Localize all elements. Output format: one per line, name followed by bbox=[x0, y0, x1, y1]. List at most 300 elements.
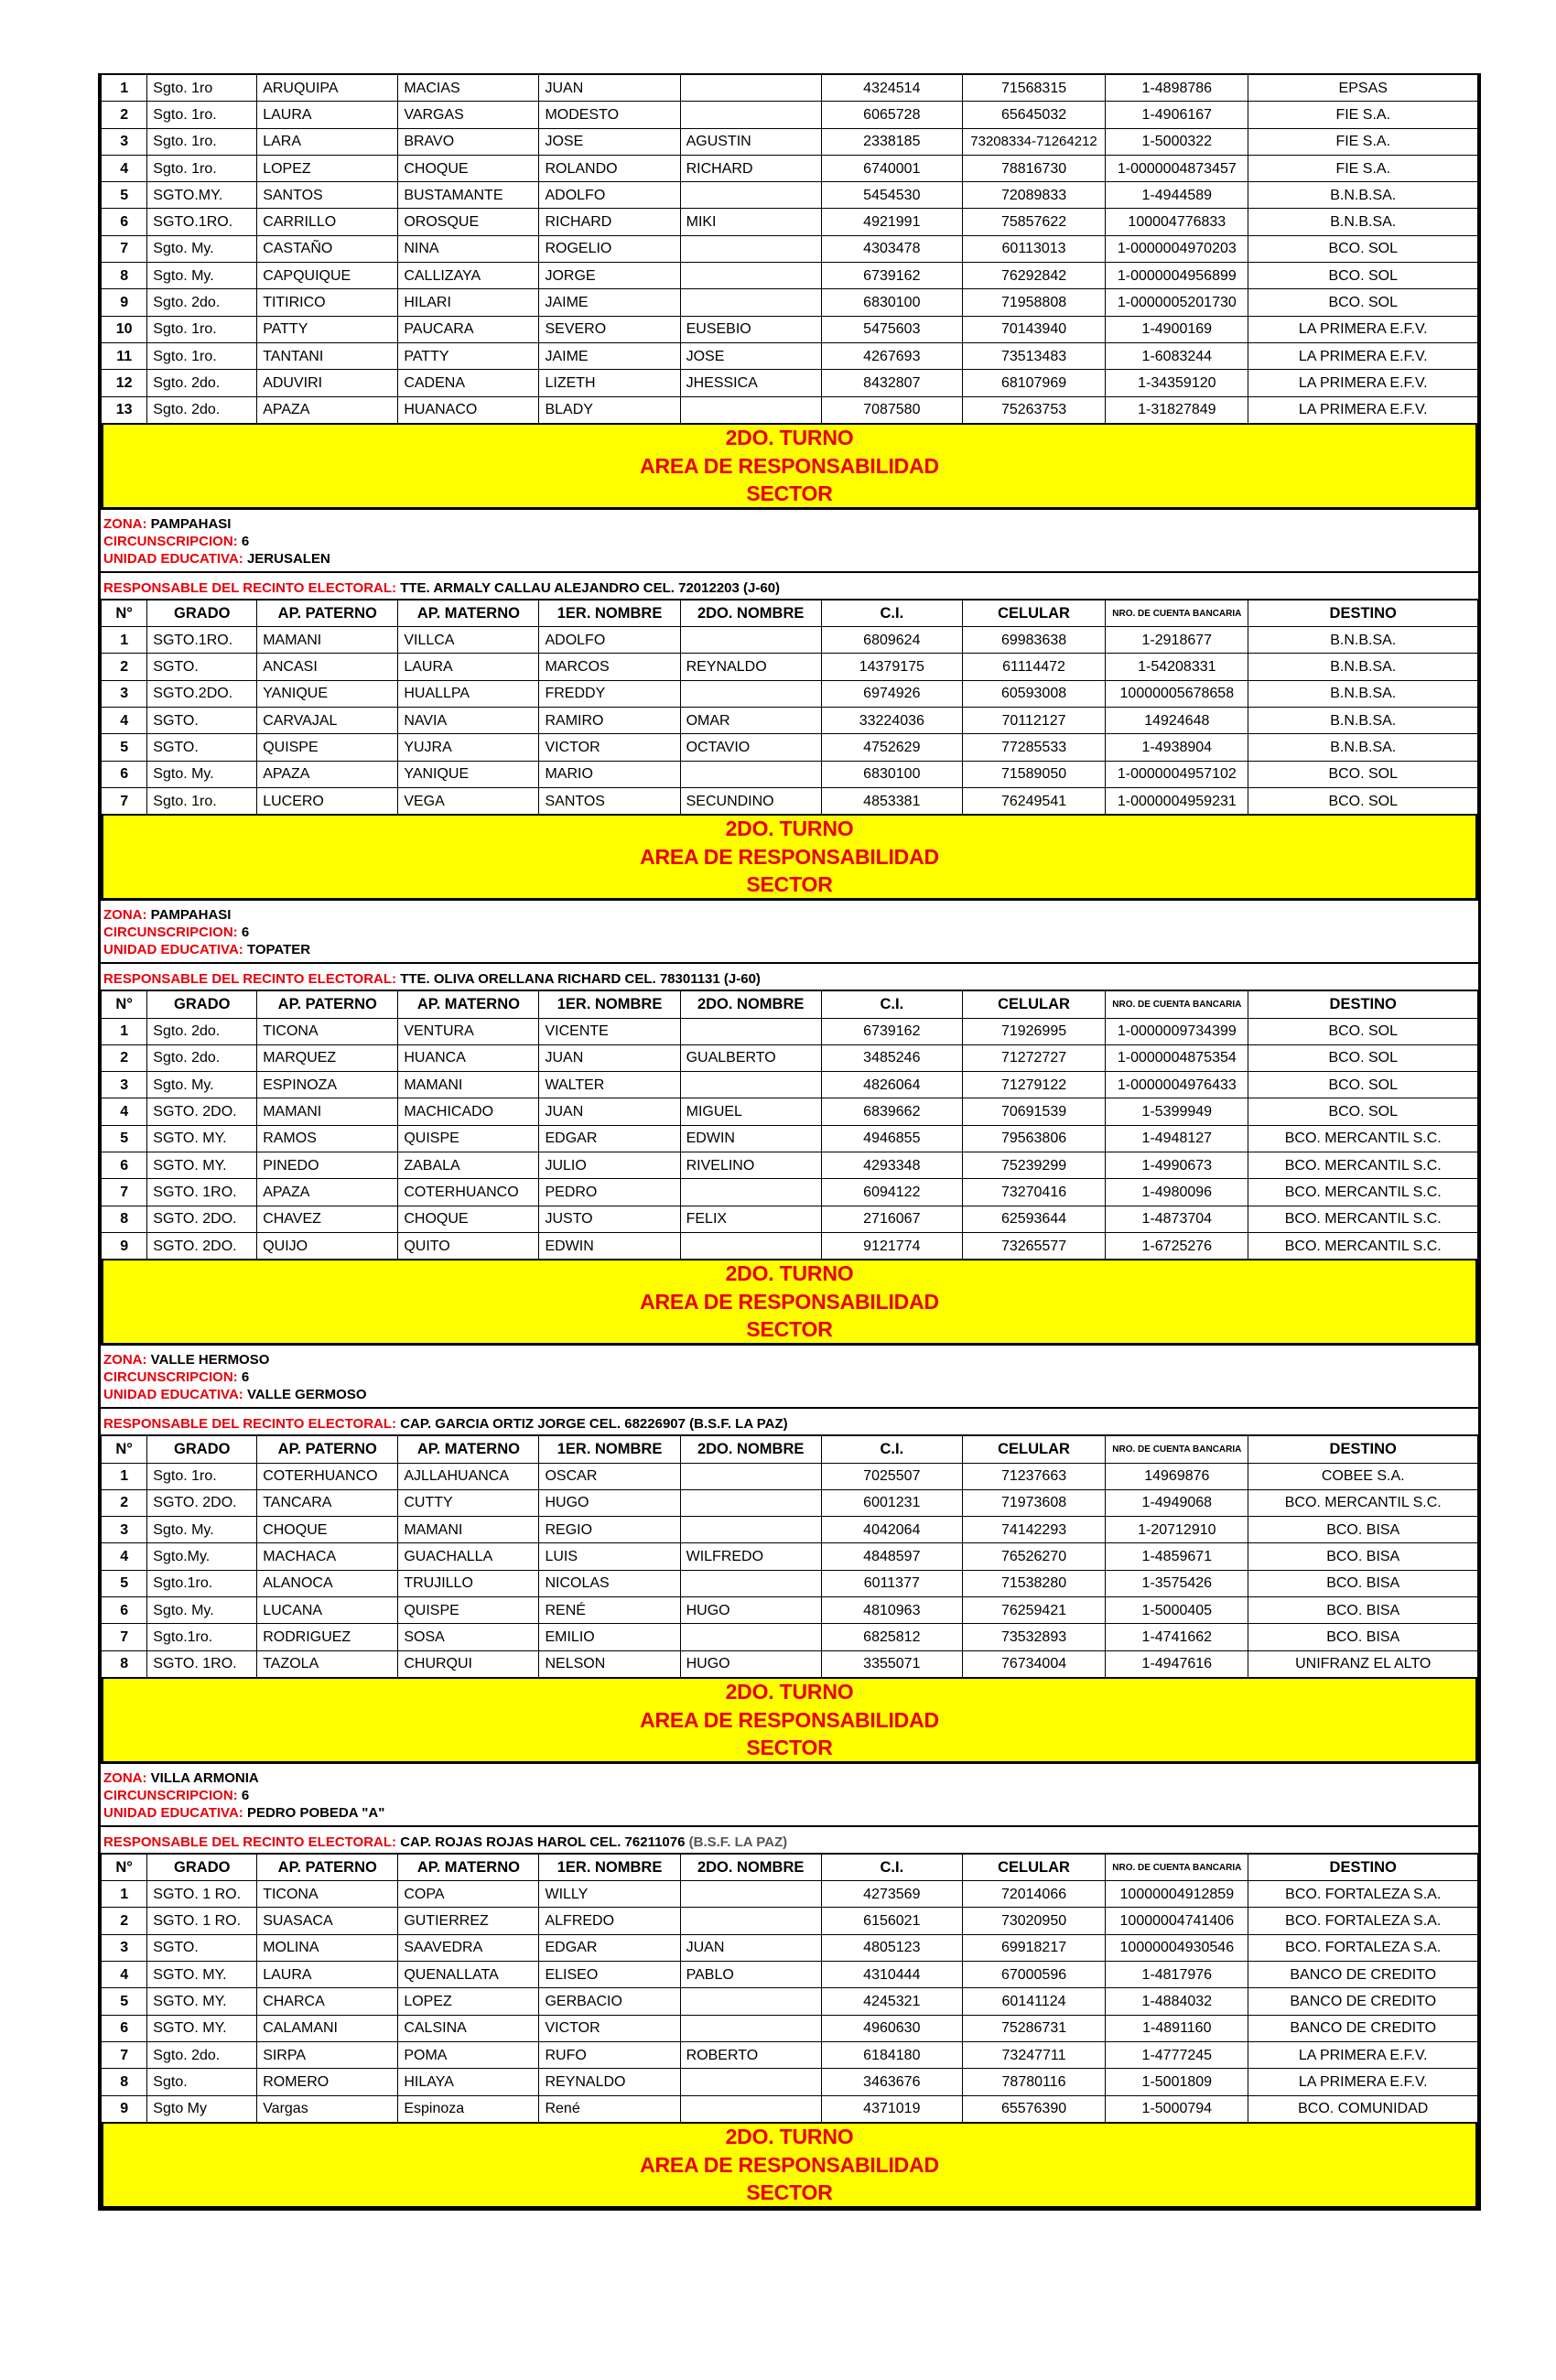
cell-nombre1: OSCAR bbox=[539, 1463, 680, 1489]
cell-destino: B.N.B.SA. bbox=[1248, 708, 1478, 734]
cell-ci: 6974926 bbox=[821, 680, 962, 707]
cell-celular: 73020950 bbox=[962, 1908, 1105, 1934]
cell-ap-paterno: APAZA bbox=[257, 396, 398, 423]
recinto-block bbox=[101, 1346, 1478, 1764]
cell-destino: BANCO DE CREDITO bbox=[1248, 1988, 1478, 2015]
cell-ap-materno: CHOQUE bbox=[398, 1206, 539, 1232]
cell-destino: BCO. BISA bbox=[1248, 1543, 1478, 1570]
cell-nombre1: EDGAR bbox=[539, 1125, 680, 1152]
header-nombre1: 1ER. NOMBRE bbox=[539, 600, 680, 626]
cell-nombre2 bbox=[680, 1570, 821, 1596]
cell-celular: 75239299 bbox=[962, 1152, 1105, 1179]
cell-nombre1: ELISEO bbox=[539, 1962, 680, 1988]
zona-value: VALLE HERMOSO bbox=[150, 1352, 270, 1368]
cell-nombre2: WILFREDO bbox=[680, 1543, 821, 1570]
roster-table bbox=[101, 1435, 1478, 1678]
cell-ap-paterno: CALAMANI bbox=[257, 2015, 398, 2041]
responsable-label: RESPONSABLE DEL RECINTO ELECTORAL: bbox=[103, 971, 397, 988]
cell-cuenta: 1-6083244 bbox=[1106, 342, 1248, 369]
cell-ci: 6011377 bbox=[821, 1570, 962, 1596]
cell-nombre1: JUAN bbox=[539, 75, 680, 102]
cell-ci: 6184180 bbox=[821, 2041, 962, 2068]
cell-cuenta: 1-0000004873457 bbox=[1106, 155, 1248, 181]
responsable-unit: (B.S.F. LA PAZ) bbox=[685, 1834, 788, 1850]
table-row bbox=[102, 1596, 1478, 1623]
cell-row-num: 9 bbox=[102, 1232, 147, 1259]
cell-celular: 73513483 bbox=[962, 342, 1105, 369]
cell-celular: 71589050 bbox=[962, 761, 1105, 787]
cell-celular: 76526270 bbox=[962, 1543, 1105, 1570]
cell-nombre2: RICHARD bbox=[680, 155, 821, 181]
header-celular: CELULAR bbox=[962, 1854, 1105, 1880]
responsable-line bbox=[101, 964, 1478, 990]
cell-cuenta: 1-0000004976433 bbox=[1106, 1072, 1248, 1098]
header-row bbox=[102, 600, 1478, 626]
cell-ap-paterno: TAZOLA bbox=[257, 1650, 398, 1677]
cell-celular: 72089833 bbox=[962, 182, 1105, 209]
zona-label: ZONA: bbox=[103, 1352, 147, 1368]
cell-row-num: 3 bbox=[102, 128, 147, 155]
cell-nombre1: VICENTE bbox=[539, 1018, 680, 1044]
table-row bbox=[102, 209, 1478, 235]
cell-cuenta: 1-4873704 bbox=[1106, 1206, 1248, 1232]
cell-ci: 3463676 bbox=[821, 2069, 962, 2095]
header-grado: GRADO bbox=[147, 1436, 257, 1463]
cell-celular: 73265577 bbox=[962, 1232, 1105, 1259]
cell-destino: BCO. SOL bbox=[1248, 289, 1478, 316]
cell-ap-paterno: CARVAJAL bbox=[257, 708, 398, 734]
cell-celular: 70691539 bbox=[962, 1098, 1105, 1125]
responsable-value: TTE. OLIVA ORELLANA RICHARD CEL. 78301131 (J-60) bbox=[400, 971, 761, 988]
cell-grado: Sgto. My. bbox=[147, 263, 257, 289]
header-celular: CELULAR bbox=[962, 600, 1105, 626]
circ-line bbox=[103, 1787, 1475, 1804]
cell-ci: 4752629 bbox=[821, 734, 962, 761]
cell-ap-materno: QUISPE bbox=[398, 1596, 539, 1623]
table-row bbox=[102, 316, 1478, 342]
cell-nombre1: REYNALDO bbox=[539, 2069, 680, 2095]
cell-ci: 3485246 bbox=[821, 1044, 962, 1071]
header-nombre2: 2DO. NOMBRE bbox=[680, 600, 821, 626]
unidad-line bbox=[103, 941, 1475, 958]
table-row bbox=[102, 370, 1478, 396]
responsable-value: CAP. ROJAS ROJAS HAROL CEL. 76211076 bbox=[400, 1834, 686, 1850]
cell-celular: 69918217 bbox=[962, 1934, 1105, 1961]
circ-line bbox=[103, 533, 1475, 550]
cell-nombre2: JOSE bbox=[680, 342, 821, 369]
cell-nombre2: OCTAVIO bbox=[680, 734, 821, 761]
cell-destino: BCO. SOL bbox=[1248, 1072, 1478, 1098]
cell-grado: Sgto. 1ro. bbox=[147, 316, 257, 342]
table-row bbox=[102, 155, 1478, 181]
banner-line-turno: 2DO. TURNO bbox=[725, 426, 854, 450]
cell-grado: Sgto. 2do. bbox=[147, 396, 257, 423]
cell-row-num: 7 bbox=[102, 2041, 147, 2068]
cell-row-num: 12 bbox=[102, 370, 147, 396]
cell-nombre2 bbox=[680, 75, 821, 102]
cell-cuenta: 14969876 bbox=[1106, 1463, 1248, 1489]
cell-ci: 4960630 bbox=[821, 2015, 962, 2041]
cell-ap-paterno: LAURA bbox=[257, 102, 398, 128]
cell-ap-materno: MACIAS bbox=[398, 75, 539, 102]
cell-grado: Sgto. 1ro bbox=[147, 75, 257, 102]
header-nombre1: 1ER. NOMBRE bbox=[539, 991, 680, 1018]
cell-nombre2 bbox=[680, 102, 821, 128]
table-row bbox=[102, 734, 1478, 761]
header-ci: C.I. bbox=[821, 991, 962, 1018]
cell-nombre1: HUGO bbox=[539, 1489, 680, 1516]
header-row bbox=[102, 1854, 1478, 1880]
table-row bbox=[102, 708, 1478, 734]
cell-nombre1: GERBACIO bbox=[539, 1988, 680, 2015]
cell-destino: BCO. BISA bbox=[1248, 1596, 1478, 1623]
cell-ci: 9121774 bbox=[821, 1232, 962, 1259]
cell-grado: Sgto. 2do. bbox=[147, 289, 257, 316]
cell-celular: 67000596 bbox=[962, 1962, 1105, 1988]
cell-cuenta: 1-5000794 bbox=[1106, 2095, 1248, 2122]
unidad-line bbox=[103, 1386, 1475, 1403]
cell-ci: 3355071 bbox=[821, 1650, 962, 1677]
cell-row-num: 1 bbox=[102, 1018, 147, 1044]
cell-row-num: 1 bbox=[102, 627, 147, 654]
banner-line-turno: 2DO. TURNO bbox=[725, 2125, 854, 2149]
cell-ap-materno: CALLIZAYA bbox=[398, 263, 539, 289]
cell-ci: 4946855 bbox=[821, 1125, 962, 1152]
cell-cuenta: 1-4741662 bbox=[1106, 1624, 1248, 1650]
cell-grado: Sgto. bbox=[147, 2069, 257, 2095]
cell-grado: SGTO. 2DO. bbox=[147, 1098, 257, 1125]
cell-row-num: 10 bbox=[102, 316, 147, 342]
table-row bbox=[102, 182, 1478, 209]
responsable-value: CAP. GARCIA ORTIZ JORGE CEL. 68226907 (B.S.F. LA PAZ) bbox=[400, 1416, 788, 1433]
cell-nombre1: JORGE bbox=[539, 263, 680, 289]
cell-destino: B.N.B.SA. bbox=[1248, 182, 1478, 209]
cell-ap-materno: SAAVEDRA bbox=[398, 1934, 539, 1961]
header-nombre2: 2DO. NOMBRE bbox=[680, 1436, 821, 1463]
cell-celular: 69983638 bbox=[962, 627, 1105, 654]
cell-cuenta: 14924648 bbox=[1106, 708, 1248, 734]
cell-ap-paterno: CAPQUIQUE bbox=[257, 263, 398, 289]
banner-line-sector: SECTOR bbox=[746, 1736, 833, 1760]
header-ci: C.I. bbox=[821, 600, 962, 626]
cell-ap-materno: HILAYA bbox=[398, 2069, 539, 2095]
cell-ci: 5454530 bbox=[821, 182, 962, 209]
cell-destino: BCO. FORTALEZA S.A. bbox=[1248, 1934, 1478, 1961]
circ-label: CIRCUNSCRIPCION: bbox=[103, 1787, 238, 1803]
cell-grado: Sgto. My. bbox=[147, 1596, 257, 1623]
cell-cuenta: 1-4906167 bbox=[1106, 102, 1248, 128]
banner-line-sector: SECTOR bbox=[746, 1317, 833, 1342]
cell-destino: UNIFRANZ EL ALTO bbox=[1248, 1650, 1478, 1677]
cell-nombre2: REYNALDO bbox=[680, 654, 821, 680]
cell-ci: 4921991 bbox=[821, 209, 962, 235]
header-ap-materno: AP. MATERNO bbox=[398, 600, 539, 626]
roster-sheet bbox=[98, 73, 1481, 2211]
recinto-block bbox=[101, 1764, 1478, 2209]
cell-row-num: 2 bbox=[102, 1908, 147, 1934]
cell-destino: FIE S.A. bbox=[1248, 102, 1478, 128]
unidad-label: UNIDAD EDUCATIVA: bbox=[103, 1387, 243, 1403]
cell-ap-materno: OROSQUE bbox=[398, 209, 539, 235]
cell-grado: SGTO.MY. bbox=[147, 182, 257, 209]
banner-line-sector: SECTOR bbox=[746, 2180, 833, 2205]
zona-label: ZONA: bbox=[103, 515, 147, 532]
cell-ci: 4805123 bbox=[821, 1934, 962, 1961]
cell-ap-materno: LAURA bbox=[398, 654, 539, 680]
cell-cuenta: 1-4947616 bbox=[1106, 1650, 1248, 1677]
cell-celular: 78816730 bbox=[962, 155, 1105, 181]
cell-ci: 6839662 bbox=[821, 1098, 962, 1125]
cell-ap-paterno: MACHACA bbox=[257, 1543, 398, 1570]
cell-ci: 4042064 bbox=[821, 1517, 962, 1543]
table-row bbox=[102, 1934, 1478, 1961]
cell-ci: 6065728 bbox=[821, 102, 962, 128]
cell-celular: 75263753 bbox=[962, 396, 1105, 423]
cell-nombre2 bbox=[680, 1018, 821, 1044]
cell-cuenta: 1-4891160 bbox=[1106, 2015, 1248, 2041]
cell-ap-materno: MAMANI bbox=[398, 1072, 539, 1098]
cell-nombre2: FELIX bbox=[680, 1206, 821, 1232]
cell-destino: FIE S.A. bbox=[1248, 128, 1478, 155]
header-destino: DESTINO bbox=[1248, 1436, 1478, 1463]
cell-ci: 6739162 bbox=[821, 1018, 962, 1044]
cell-celular: 71272727 bbox=[962, 1044, 1105, 1071]
cell-ap-paterno: COTERHUANCO bbox=[257, 1463, 398, 1489]
cell-row-num: 11 bbox=[102, 342, 147, 369]
header-ci: C.I. bbox=[821, 1854, 962, 1880]
cell-grado: SGTO. MY. bbox=[147, 1962, 257, 1988]
cell-ap-paterno: CHARCA bbox=[257, 1988, 398, 2015]
zona-value: PAMPAHASI bbox=[150, 907, 232, 924]
cell-celular: 76292842 bbox=[962, 263, 1105, 289]
cell-ap-materno: QUISPE bbox=[398, 1125, 539, 1152]
header-ap-materno: AP. MATERNO bbox=[398, 1436, 539, 1463]
table-row bbox=[102, 1125, 1478, 1152]
cell-celular: 60113013 bbox=[962, 235, 1105, 262]
cell-nombre2: MIGUEL bbox=[680, 1098, 821, 1125]
cell-ap-materno: CHOQUE bbox=[398, 155, 539, 181]
table-row bbox=[102, 1962, 1478, 1988]
cell-celular: 71538280 bbox=[962, 1570, 1105, 1596]
roster-table bbox=[101, 74, 1478, 424]
cell-nombre2: JUAN bbox=[680, 1934, 821, 1961]
cell-destino: BCO. SOL bbox=[1248, 235, 1478, 262]
recinto-info bbox=[101, 1764, 1478, 1827]
banner-line-area: AREA DE RESPONSABILIDAD bbox=[640, 1289, 939, 1314]
cell-destino: LA PRIMERA E.F.V. bbox=[1248, 342, 1478, 369]
cell-grado: SGTO.2DO. bbox=[147, 680, 257, 707]
cell-cuenta: 1-4949068 bbox=[1106, 1489, 1248, 1516]
cell-celular: 60141124 bbox=[962, 1988, 1105, 2015]
cell-ap-paterno: TICONA bbox=[257, 1881, 398, 1908]
cell-ap-materno: CHURQUI bbox=[398, 1650, 539, 1677]
cell-ci: 6809624 bbox=[821, 627, 962, 654]
zona-line bbox=[103, 1351, 1475, 1368]
cell-row-num: 1 bbox=[102, 1463, 147, 1489]
cell-nombre1: ROLANDO bbox=[539, 155, 680, 181]
table-row bbox=[102, 1489, 1478, 1516]
cell-ap-materno: GUACHALLA bbox=[398, 1543, 539, 1570]
circ-line bbox=[103, 1368, 1475, 1386]
table-row bbox=[102, 2041, 1478, 2068]
cell-nombre1: ROGELIO bbox=[539, 235, 680, 262]
header-cuenta: NRO. DE CUENTA BANCARIA bbox=[1106, 991, 1248, 1018]
cell-nombre1: JAIME bbox=[539, 289, 680, 316]
cell-nombre1: JOSE bbox=[539, 128, 680, 155]
cell-destino: BCO. MERCANTIL S.C. bbox=[1248, 1179, 1478, 1206]
cell-celular: 65645032 bbox=[962, 102, 1105, 128]
cell-nombre1: EDGAR bbox=[539, 1934, 680, 1961]
cell-nombre1: RAMIRO bbox=[539, 708, 680, 734]
cell-cuenta: 1-0000004956899 bbox=[1106, 263, 1248, 289]
cell-row-num: 13 bbox=[102, 396, 147, 423]
cell-row-num: 7 bbox=[102, 235, 147, 262]
banner-line-turno: 2DO. TURNO bbox=[725, 1261, 854, 1286]
cell-celular: 70112127 bbox=[962, 708, 1105, 734]
cell-grado: Sgto. 1ro. bbox=[147, 128, 257, 155]
cell-cuenta: 1-34359120 bbox=[1106, 370, 1248, 396]
cell-ci: 14379175 bbox=[821, 654, 962, 680]
cell-celular: 60593008 bbox=[962, 680, 1105, 707]
header-num: N° bbox=[102, 1436, 147, 1463]
cell-nombre2: HUGO bbox=[680, 1650, 821, 1677]
banner-line-area: AREA DE RESPONSABILIDAD bbox=[640, 844, 939, 869]
cell-celular: 61114472 bbox=[962, 654, 1105, 680]
cell-row-num: 1 bbox=[102, 75, 147, 102]
cell-cuenta: 1-5001809 bbox=[1106, 2069, 1248, 2095]
cell-nombre2: JHESSICA bbox=[680, 370, 821, 396]
cell-destino: BCO. SOL bbox=[1248, 761, 1478, 787]
cell-celular: 75286731 bbox=[962, 2015, 1105, 2041]
cell-ap-materno: AJLLAHUANCA bbox=[398, 1463, 539, 1489]
cell-ap-materno: POMA bbox=[398, 2041, 539, 2068]
cell-ap-materno: CUTTY bbox=[398, 1489, 539, 1516]
table-row bbox=[102, 1072, 1478, 1098]
turno-banner bbox=[101, 424, 1478, 510]
cell-cuenta: 1-4944589 bbox=[1106, 182, 1248, 209]
cell-celular: 76249541 bbox=[962, 787, 1105, 814]
cell-nombre1: MARIO bbox=[539, 761, 680, 787]
header-celular: CELULAR bbox=[962, 991, 1105, 1018]
cell-celular: 62593644 bbox=[962, 1206, 1105, 1232]
cell-cuenta: 1-4777245 bbox=[1106, 2041, 1248, 2068]
cell-cuenta: 1-4990673 bbox=[1106, 1152, 1248, 1179]
cell-ci: 4810963 bbox=[821, 1596, 962, 1623]
cell-ap-materno: QUENALLATA bbox=[398, 1962, 539, 1988]
unidad-label: UNIDAD EDUCATIVA: bbox=[103, 942, 243, 958]
cell-destino: B.N.B.SA. bbox=[1248, 680, 1478, 707]
cell-destino: LA PRIMERA E.F.V. bbox=[1248, 396, 1478, 423]
cell-ap-materno: SOSA bbox=[398, 1624, 539, 1650]
cell-cuenta: 1-4980096 bbox=[1106, 1179, 1248, 1206]
cell-nombre1: JULIO bbox=[539, 1152, 680, 1179]
circ-value: 6 bbox=[241, 1369, 250, 1386]
cell-nombre2 bbox=[680, 1072, 821, 1098]
cell-grado: SGTO. MY. bbox=[147, 1125, 257, 1152]
cell-nombre1: EMILIO bbox=[539, 1624, 680, 1650]
cell-ap-materno: BUSTAMANTE bbox=[398, 182, 539, 209]
cell-ap-paterno: QUIJO bbox=[257, 1232, 398, 1259]
cell-row-num: 8 bbox=[102, 1206, 147, 1232]
cell-nombre2: OMAR bbox=[680, 708, 821, 734]
table-row bbox=[102, 1517, 1478, 1543]
turno-banner bbox=[101, 1678, 1478, 1764]
cell-ci: 8432807 bbox=[821, 370, 962, 396]
cell-grado: SGTO. 2DO. bbox=[147, 1489, 257, 1516]
roster-table bbox=[101, 990, 1478, 1260]
cell-row-num: 4 bbox=[102, 155, 147, 181]
cell-grado: SGTO.1RO. bbox=[147, 627, 257, 654]
header-cuenta: NRO. DE CUENTA BANCARIA bbox=[1106, 1436, 1248, 1463]
zona-label: ZONA: bbox=[103, 907, 147, 924]
cell-celular: 73532893 bbox=[962, 1624, 1105, 1650]
cell-destino: BANCO DE CREDITO bbox=[1248, 2015, 1478, 2041]
header-ap-paterno: AP. PATERNO bbox=[257, 1854, 398, 1880]
cell-grado: SGTO. 1RO. bbox=[147, 1179, 257, 1206]
cell-ap-paterno: SANTOS bbox=[257, 182, 398, 209]
cell-cuenta: 1-4948127 bbox=[1106, 1125, 1248, 1152]
cell-nombre1: René bbox=[539, 2095, 680, 2122]
cell-grado: Sgto. 2do. bbox=[147, 1044, 257, 1071]
cell-cuenta: 10000004741406 bbox=[1106, 1908, 1248, 1934]
cell-grado: SGTO. bbox=[147, 1934, 257, 1961]
cell-nombre2 bbox=[680, 2015, 821, 2041]
recinto-info bbox=[101, 1346, 1478, 1409]
circ-label: CIRCUNSCRIPCION: bbox=[103, 925, 238, 941]
cell-destino: LA PRIMERA E.F.V. bbox=[1248, 370, 1478, 396]
cell-ap-paterno: LUCERO bbox=[257, 787, 398, 814]
cell-row-num: 6 bbox=[102, 1596, 147, 1623]
cell-ci: 4293348 bbox=[821, 1152, 962, 1179]
table-row bbox=[102, 627, 1478, 654]
banner-line-turno: 2DO. TURNO bbox=[725, 1680, 854, 1704]
cell-ap-materno: PATTY bbox=[398, 342, 539, 369]
cell-row-num: 9 bbox=[102, 289, 147, 316]
table-row bbox=[102, 680, 1478, 707]
cell-destino: BCO. MERCANTIL S.C. bbox=[1248, 1152, 1478, 1179]
cell-ap-paterno: ALANOCA bbox=[257, 1570, 398, 1596]
cell-nombre1: WALTER bbox=[539, 1072, 680, 1098]
roster-table bbox=[101, 1854, 1478, 2123]
cell-celular: 78780116 bbox=[962, 2069, 1105, 2095]
cell-ap-materno: Espinoza bbox=[398, 2095, 539, 2122]
cell-cuenta: 1-0000004875354 bbox=[1106, 1044, 1248, 1071]
cell-nombre2 bbox=[680, 1624, 821, 1650]
cell-row-num: 2 bbox=[102, 102, 147, 128]
cell-nombre1: LIZETH bbox=[539, 370, 680, 396]
responsable-line bbox=[101, 1409, 1478, 1435]
cell-cuenta: 10000004912859 bbox=[1106, 1881, 1248, 1908]
cell-destino: BCO. BISA bbox=[1248, 1624, 1478, 1650]
cell-row-num: 4 bbox=[102, 1098, 147, 1125]
cell-cuenta: 1-4900169 bbox=[1106, 316, 1248, 342]
cell-grado: SGTO. bbox=[147, 708, 257, 734]
cell-ci: 4273569 bbox=[821, 1881, 962, 1908]
cell-nombre2 bbox=[680, 289, 821, 316]
cell-nombre1: FREDDY bbox=[539, 680, 680, 707]
cell-destino: B.N.B.SA. bbox=[1248, 627, 1478, 654]
table-row bbox=[102, 1463, 1478, 1489]
cell-cuenta: 1-4859671 bbox=[1106, 1543, 1248, 1570]
cell-grado: Sgto. 1ro. bbox=[147, 342, 257, 369]
header-destino: DESTINO bbox=[1248, 1854, 1478, 1880]
circ-value: 6 bbox=[241, 1787, 250, 1803]
cell-nombre2 bbox=[680, 1463, 821, 1489]
responsable-label: RESPONSABLE DEL RECINTO ELECTORAL: bbox=[103, 1834, 397, 1850]
cell-celular: 65576390 bbox=[962, 2095, 1105, 2122]
table-row bbox=[102, 1570, 1478, 1596]
cell-nombre1: ALFREDO bbox=[539, 1908, 680, 1934]
